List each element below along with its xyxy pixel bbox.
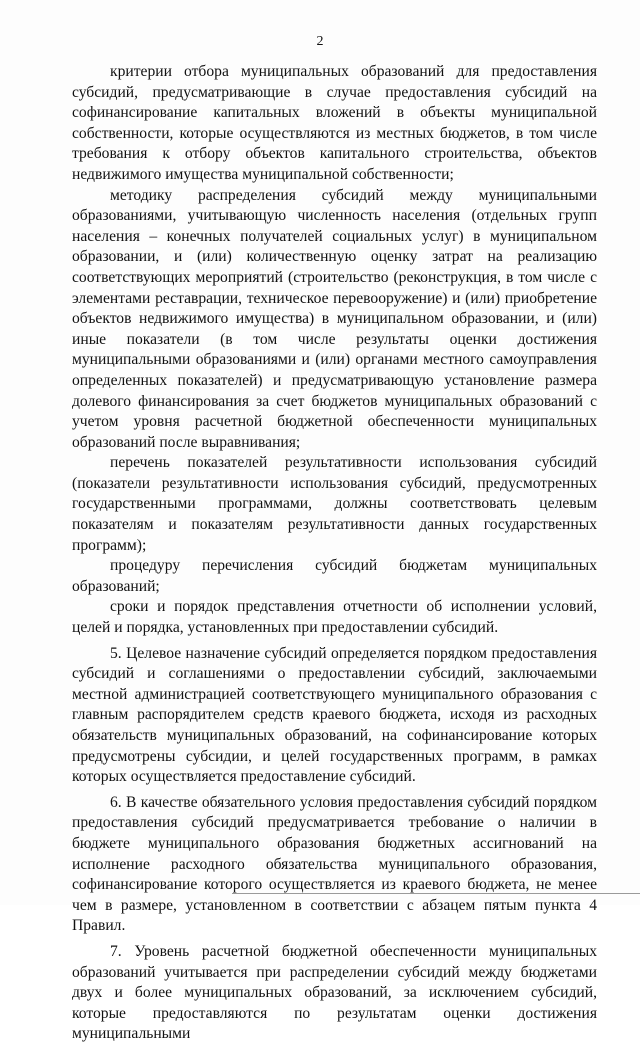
scan-edge-line xyxy=(232,893,640,894)
paragraph-distribution-method: методику распределения субсидий между муниципальными образованиями, учитывающую численность населения (отдельных групп населения – конечных получателей социальных услуг) в муниципальном образовании, и (или) количественную оценку затрат на реализацию соответствующих мероприятий (строительство (реконструкция, в том числе с элементами реставрации, техническое перевооружение) и (или) приобретение объектов недвижимого имущества) в муниципальном образовании, и (или) иные показатели (в том числе результаты оценки достижения муниципальными образованиями и (или) органами местного самоуправления определенных показателей) и предусматривающую установление размера долевого финансирования за счет бюджетов муниципальных образований с учетом уровня расчетной бюджетной обеспеченности муниципальных образований после выравнивания; xyxy=(72,186,597,451)
paragraph-item-6: 6. В качестве обязательного условия предоставления субсидий порядком предоставления субсидий предусматривается требование о наличии в бюджете муниципального образования бюджетных ассигнований на исполнение расходного обязательства муниципального образования, софинансирование которого осуществляется из краевого бюджета, не менее чем в размере, установленном в соответствии с абзацем пятым пункта 4 Правил. xyxy=(72,793,597,935)
paragraph-item-5: 5. Целевое назначение субсидий определяется порядком предоставления субсидий и соглашениями о предоставлении субсидий, заключаемыми местной администрацией соответствующего муниципального образования с главным распорядителем средств краевого бюджета, исходя из расходных обязательств муниципальных образований, на софинансирование которых предусмотрены субсидии, и целей государственных программ, в рамках которых осуществляется предоставление субсидий. xyxy=(72,644,597,786)
document-body xyxy=(72,62,597,1045)
paragraph-selection-criteria: критерии отбора муниципальных образований для предоставления субсидий, предусматривающие в случае предоставления субсидий на софинансирование капитальных вложений в объекты муниципальной собственности, которые осуществляются из местных бюджетов, в том числе требования к отбору объектов капитального строительства, объектов недвижимого имущества муниципальной собственности; xyxy=(72,63,597,183)
paragraph-transfer-procedure: процедуру перечисления субсидий бюджетам муниципальных образований; xyxy=(72,557,597,595)
page-number: 2 xyxy=(316,34,324,49)
paragraph-item-7: 7. Уровень расчетной бюджетной обеспеченности муниципальных образований учитывается при распределении субсидий между бюджетами двух и более муниципальных образований, за исключением субсидий, которые предоставляются по результатам оценки достижения муниципальными xyxy=(72,942,597,1043)
paragraph-performance-indicators: перечень показателей результативности использования субсидий (показатели результативности использования субсидий, предусмотренных государственными программами, должны соответствовать целевым показателям и показателям результативности данных государственных программ); xyxy=(72,454,597,554)
paragraph-reporting-terms: сроки и порядок представления отчетности об исполнении условий, целей и порядка, установленных при предоставлении субсидий. xyxy=(72,598,597,637)
